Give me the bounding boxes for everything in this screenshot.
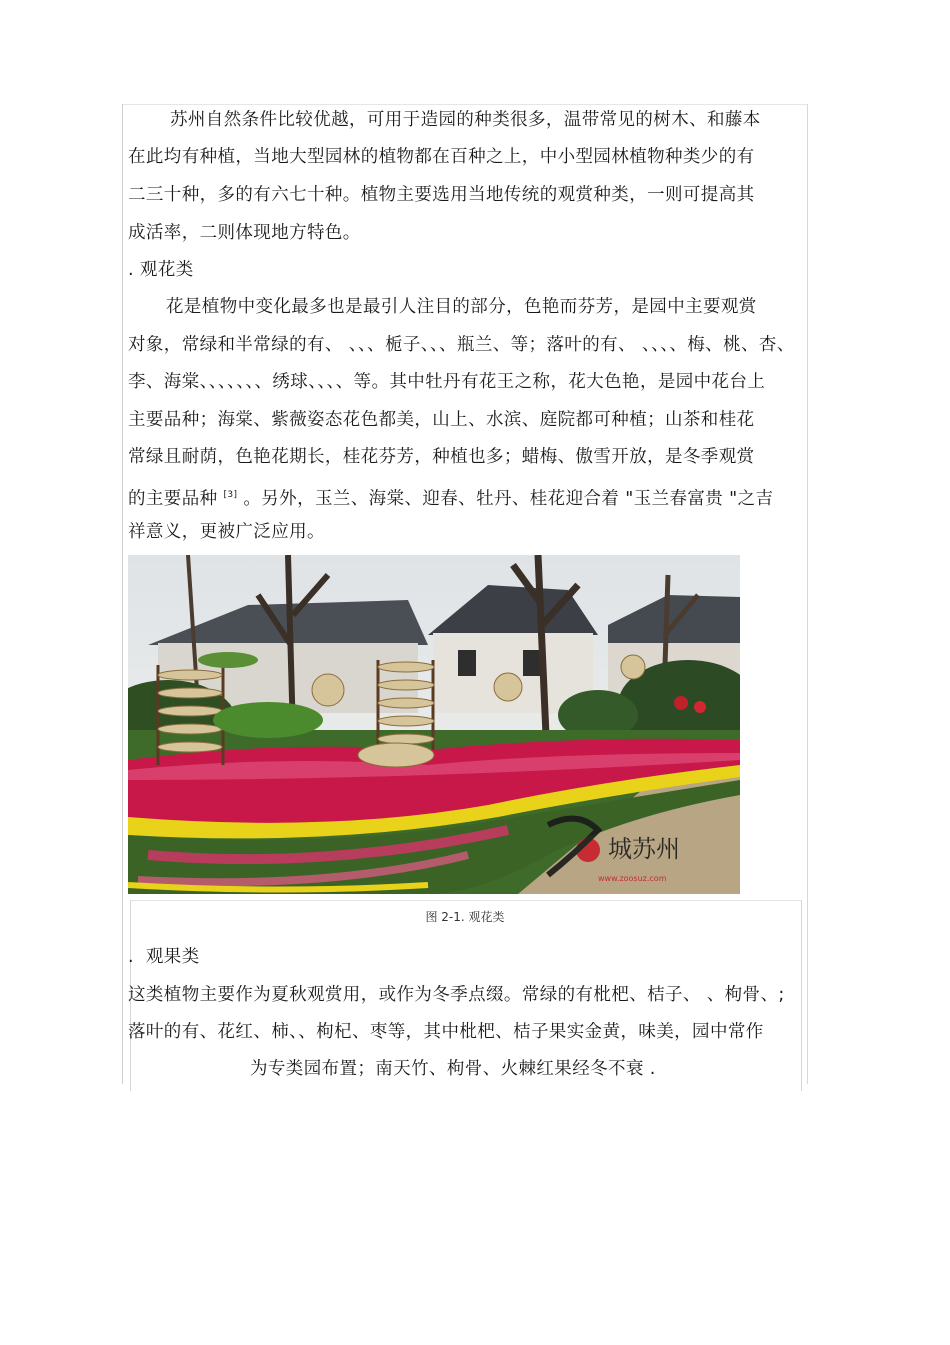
figure-caption: 图 2-1. 观花类 bbox=[425, 910, 505, 924]
flowers-line-2: 对象，常绿和半常绿的有、 、、、栀子、、、瓶兰、等；落叶的有、 、、、、梅、桃、杏、 bbox=[128, 335, 795, 355]
flowers-line-6-end: 。另外，玉兰、海棠、迎春、牡丹、桂花迎合着 "玉兰春富贵 "之吉 bbox=[237, 489, 774, 509]
watermark-text: 城苏州 bbox=[608, 835, 680, 863]
citation-ref: [3] bbox=[223, 490, 238, 500]
intro-line-4: 成活率，二则体现地方特色。 bbox=[128, 223, 361, 243]
intro-line-1: 苏州自然条件比较优越，可用于造园的种类很多，温带常见的树木、和藤本 bbox=[170, 110, 761, 130]
page-frame-right bbox=[807, 104, 808, 1084]
fruits-line-3: 为专类园布置；南天竹、枸骨、火棘红果经冬不衰 . bbox=[250, 1059, 656, 1079]
intro-line-3: 二三十种，多的有六七十种。植物主要选用当地传统的观赏种类，一则可提高其 bbox=[128, 185, 755, 205]
fruits-line-2: 落叶的有、花红、柿、、枸杞、枣等，其中枇杷、桔子果实金黄，味美，园中常作 bbox=[128, 1022, 764, 1042]
section-heading-flowers: . 观花类 bbox=[128, 260, 194, 280]
garden-flower-photo bbox=[128, 555, 740, 894]
flowers-line-1: 花是植物中变化最多也是最引人注目的部分，色艳而芬芳，是园中主要观赏 bbox=[166, 297, 757, 317]
watermark-url: www.zoosuz.com bbox=[598, 874, 667, 883]
intro-line-2: 在此均有种植，当地大型园林的植物都在百种之上，中小型园林植物种类少的有 bbox=[128, 147, 755, 167]
page-frame-left bbox=[122, 104, 123, 1084]
flowers-line-5: 常绿且耐荫，色艳花期长，桂花芬芳，种植也多；蜡梅、傲雪开放，是冬季观赏 bbox=[128, 447, 755, 467]
flowers-line-7: 祥意义，更被广泛应用。 bbox=[128, 522, 325, 542]
fruits-line-1: 这类植物主要作为夏秋观赏用，或作为冬季点缀。常绿的有枇杷、桔子、 、枸骨、; bbox=[128, 985, 785, 1005]
flowers-line-3: 李、海棠、、、、、、、绣球、、、、等。其中牡丹有花王之称，花大色艳，是园中花台上 bbox=[128, 372, 766, 392]
page-frame-top bbox=[122, 104, 808, 105]
flowers-line-4: 主要品种；海棠、紫薇姿态花色都美，山上、水滨、庭院都可种植；山茶和桂花 bbox=[128, 410, 755, 430]
flowers-line-6-start: 的主要品种 bbox=[128, 489, 224, 509]
section-heading-fruits: . 观果类 bbox=[128, 947, 200, 967]
flowers-line-6 bbox=[128, 484, 773, 510]
